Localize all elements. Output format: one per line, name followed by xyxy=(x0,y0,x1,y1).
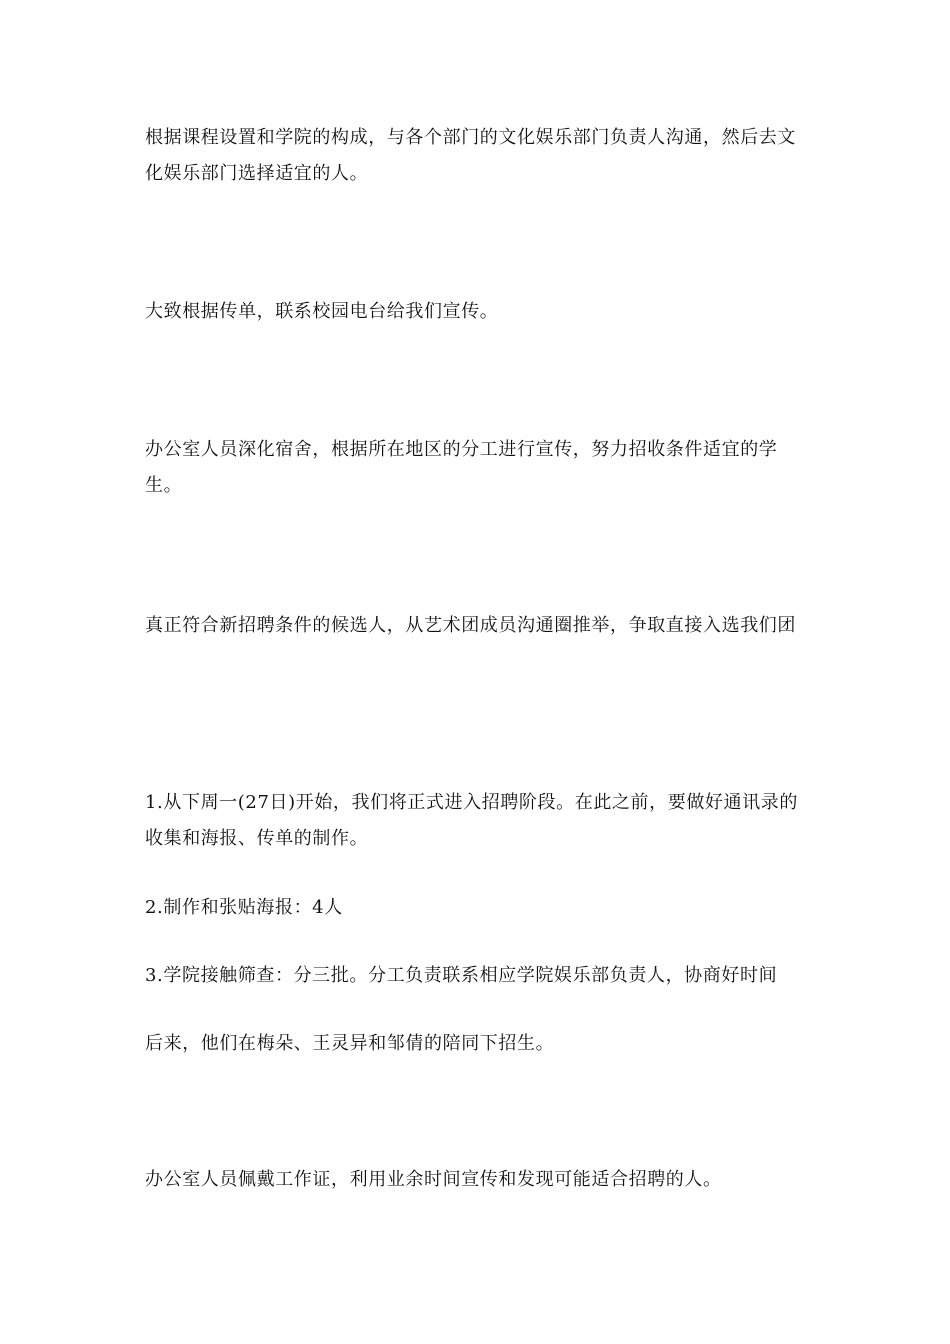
paragraph-1: 根据课程设置和学院的构成，与各个部门的文化娱乐部门负责人沟通，然后去文化娱乐部门选择适宜的人。 xyxy=(145,127,796,184)
paragraph-7: 3.学院接触筛查：分三批。分工负责联系相应学院娱乐部负责人，协商好时间 xyxy=(145,965,778,986)
paragraph-8: 后来，他们在梅朵、王灵异和邹倩的陪同下招生。 xyxy=(145,1033,555,1054)
paragraph-6: 2.制作和张贴海报：4人 xyxy=(145,897,343,918)
paragraph-4: 真正符合新招聘条件的候选人，从艺术团成员沟通圈推举，争取直接入选我们团 xyxy=(145,615,796,636)
paragraph-2: 大致根据传单，联系校园电台给我们宣传。 xyxy=(145,301,499,322)
paragraph-5: 1.从下周一(27日)开始，我们将正式进入招聘阶段。在此之前，要做好通讯录的收集和海报、传单的制作。 xyxy=(145,792,798,849)
paragraph-9: 办公室人员佩戴工作证，利用业余时间宣传和发现可能适合招聘的人。 xyxy=(145,1169,722,1190)
paragraph-3: 办公室人员深化宿舍，根据所在地区的分工进行宣传，努力招收条件适宜的学生。 xyxy=(145,439,778,496)
